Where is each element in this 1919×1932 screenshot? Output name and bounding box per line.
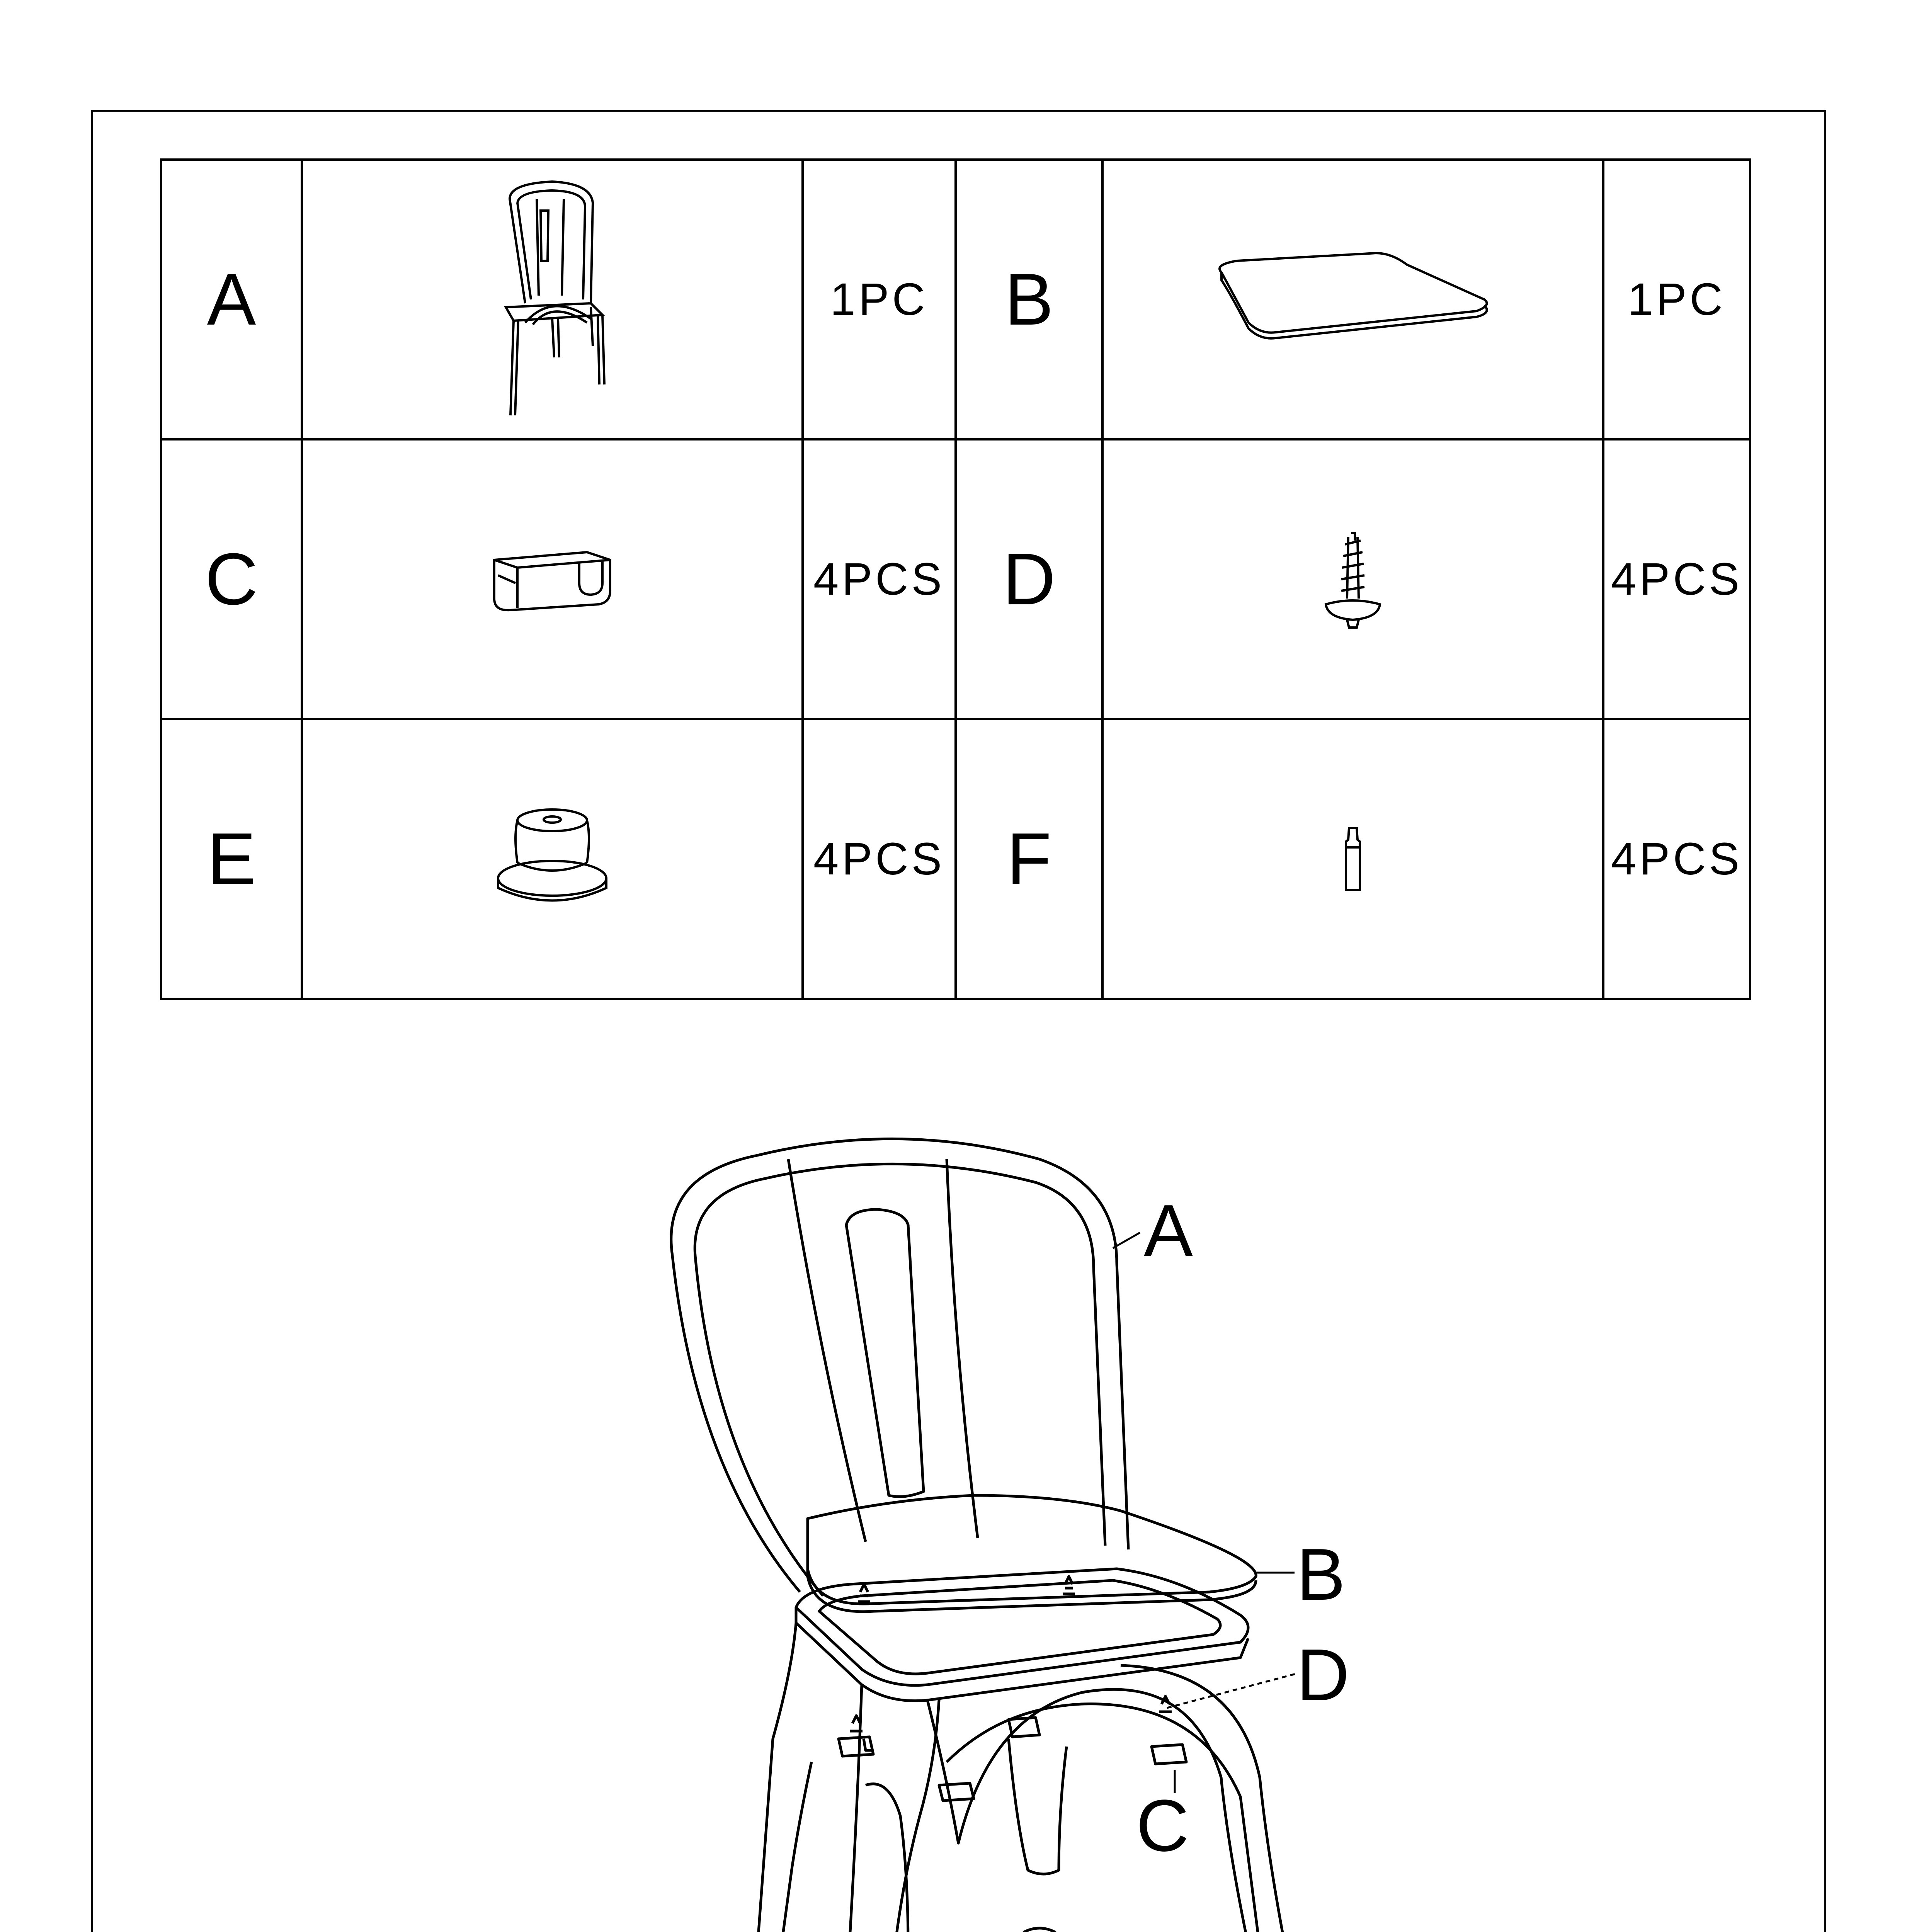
callout-b: B — [1296, 1534, 1346, 1616]
part-letter: D — [1002, 538, 1056, 620]
callout-d: D — [1296, 1634, 1350, 1716]
part-qty: 4PCS — [1611, 554, 1743, 605]
part-qty: 1PC — [830, 274, 928, 325]
part-letter: C — [205, 538, 258, 620]
callout-c: C — [1136, 1785, 1189, 1867]
part-letter: B — [1004, 259, 1054, 340]
part-qty: 4PCS — [1611, 833, 1743, 884]
part-letter: A — [207, 259, 256, 340]
part-letter: F — [1006, 818, 1052, 900]
part-letter: E — [207, 818, 256, 900]
part-qty: 1PC — [1628, 274, 1726, 325]
part-qty: 4PCS — [813, 833, 945, 884]
part-qty: 4PCS — [813, 554, 945, 605]
callout-a: A — [1144, 1190, 1193, 1272]
chair-assembly-illustration — [671, 1139, 1345, 1932]
